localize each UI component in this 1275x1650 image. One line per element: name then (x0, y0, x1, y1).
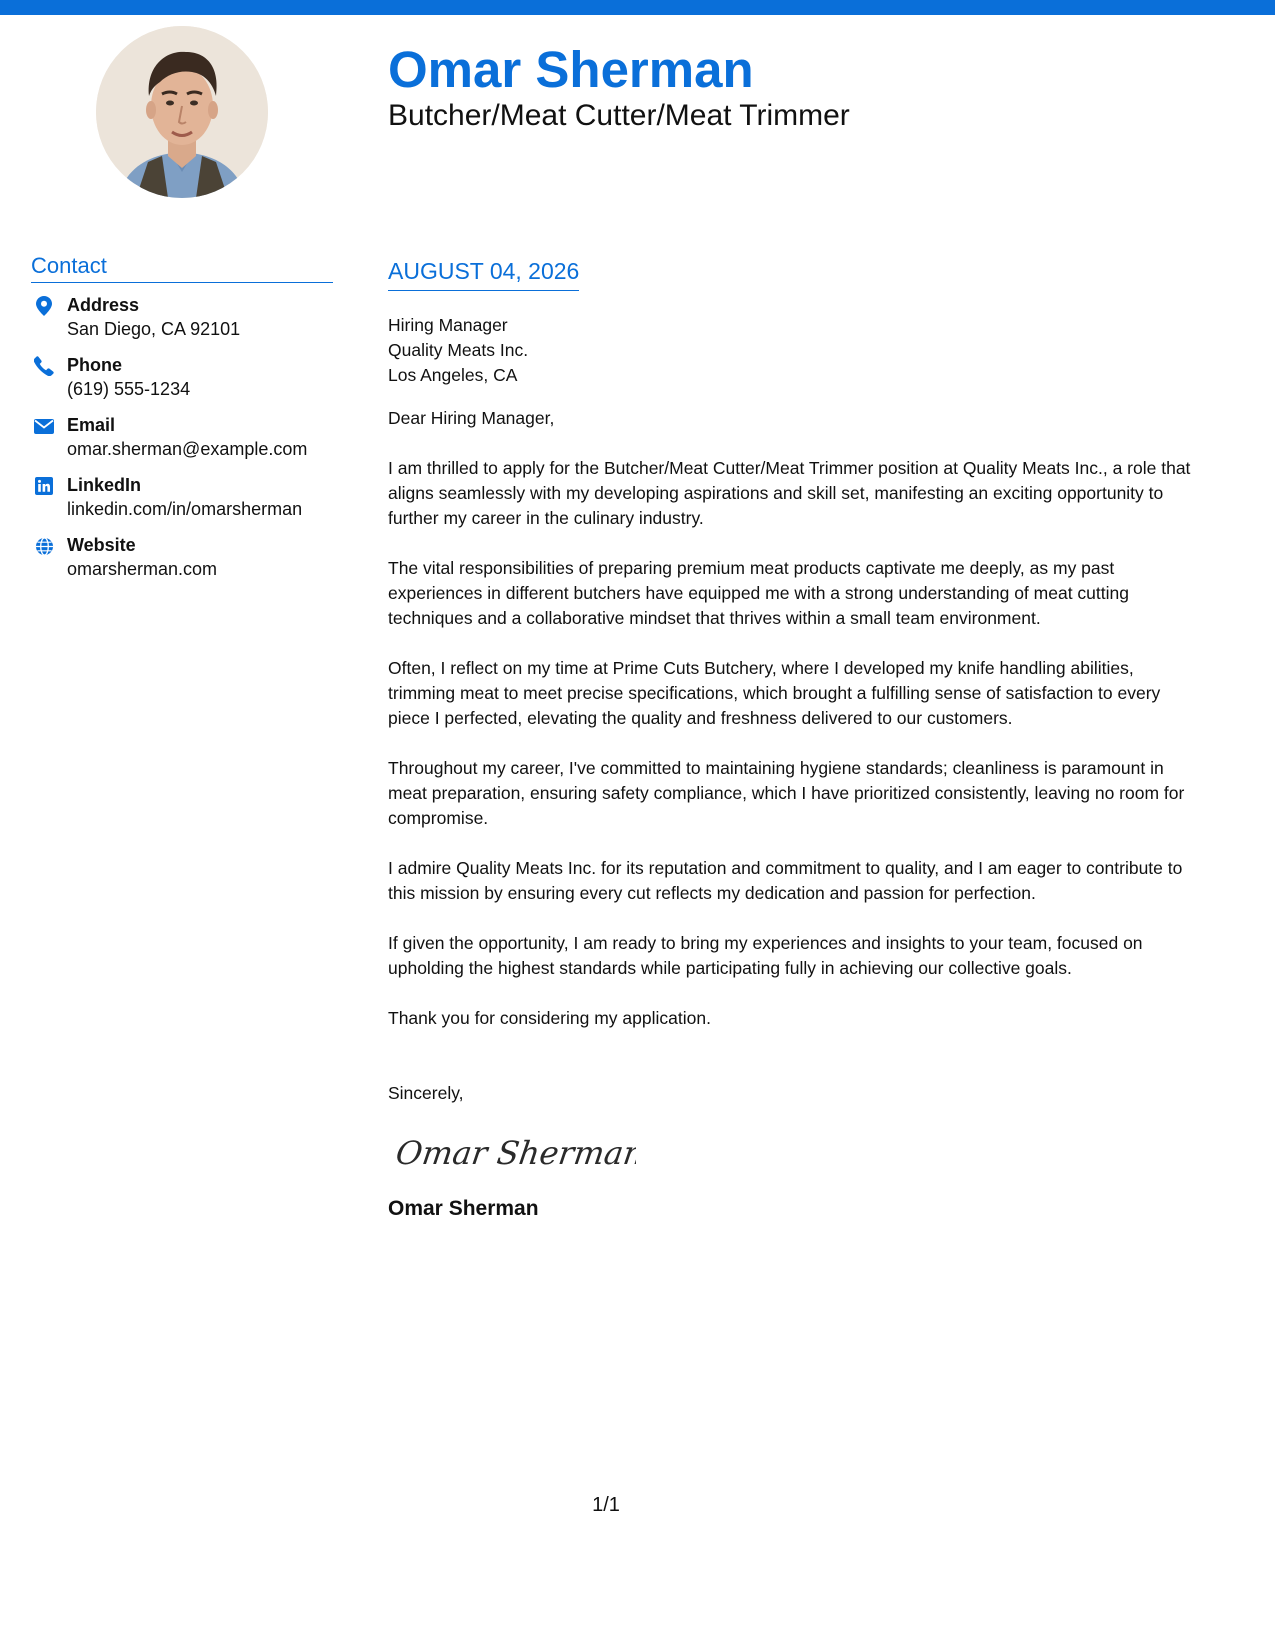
contact-item-address (31, 293, 333, 341)
signature-text: Omar Sherman (396, 1134, 636, 1172)
contact-item-linkedin (31, 473, 333, 521)
body-paragraph: Throughout my career, I've committed to maintaining hygiene standards; cleanliness is paramount in meat preparation, ensuring safety compliance, which I have prioritized consistently, leaving no room for compromise. (388, 758, 1185, 828)
cover-letter-body (388, 257, 1193, 1222)
handwritten-signature (396, 1126, 636, 1176)
body-paragraph: Often, I reflect on my time at Prime Cuts Butchery, where I developed my knife handling abilities, trimming meat to meet precise specifications, which brought a fulfilling sense of satisfaction to every piece I perfected, elevating the quality and freshness delivered to our customers. (388, 658, 1161, 728)
linkedin-value: linkedin.com/in/omarsherman (67, 499, 303, 519)
website-label: Website (67, 535, 136, 555)
body-paragraph: Thank you for considering my application. (388, 1008, 711, 1028)
contact-item-email (31, 413, 333, 461)
closing: Sincerely, (388, 1083, 464, 1103)
email-label: Email (67, 415, 116, 435)
contact-item-phone (31, 353, 333, 401)
body-paragraph: If given the opportunity, I am ready to bring my experiences and insights to your team, focused on upholding the highest standards while participating fully in achieving our collective goals. (388, 933, 1143, 978)
address-value: San Diego, CA 92101 (67, 319, 241, 339)
recipient-line: Quality Meats Inc. (388, 340, 529, 360)
globe-icon (33, 535, 55, 557)
letter-date: AUGUST 04, 2026 (388, 257, 579, 291)
phone-value: (619) 555-1234 (67, 379, 191, 399)
linkedin-label: LinkedIn (67, 475, 142, 495)
contact-heading: Contact (31, 252, 333, 283)
phone-icon (33, 355, 55, 377)
website-value: omarsherman.com (67, 559, 218, 579)
body-paragraph: The vital responsibilities of preparing premium meat products captivate me deeply, as my past experiences in different butchers have equipped me with a strong understanding of meat cutting techniques and a collaborative mindset that thrives within a small team environment. (388, 558, 1129, 628)
top-accent-bar (0, 0, 1275, 15)
recipient-block (388, 313, 1193, 388)
address-label: Address (67, 295, 140, 315)
body-paragraph: I am thrilled to apply for the Butcher/Meat Cutter/Meat Trimmer position at Quality Meats Inc., a role that aligns seamlessly with my developing aspirations and skill set, manifesting an exciting opportunity to further my career in the culinary industry. (388, 458, 1191, 528)
contact-item-website (31, 533, 333, 581)
signer-name: Omar Sherman (388, 1197, 539, 1220)
phone-label: Phone (67, 355, 123, 375)
body-paragraph: I admire Quality Meats Inc. for its reputation and commitment to quality, and I am eager to contribute to this mission by ensuring every cut reflects my dedication and passion for perfection. (388, 858, 1183, 903)
page-number: 1/1 (592, 1494, 620, 1516)
job-title: Butcher/Meat Cutter/Meat Trimmer (388, 99, 850, 132)
profile-photo (96, 26, 268, 198)
contact-sidebar (31, 252, 333, 593)
email-value: omar.sherman@example.com (67, 439, 308, 459)
salutation: Dear Hiring Manager, (388, 408, 555, 428)
location-pin-icon (33, 295, 55, 317)
applicant-name: Omar Sherman (388, 41, 754, 98)
recipient-line: Los Angeles, CA (388, 365, 518, 385)
envelope-icon (33, 415, 55, 437)
recipient-line: Hiring Manager (388, 315, 508, 335)
linkedin-icon (33, 475, 55, 497)
